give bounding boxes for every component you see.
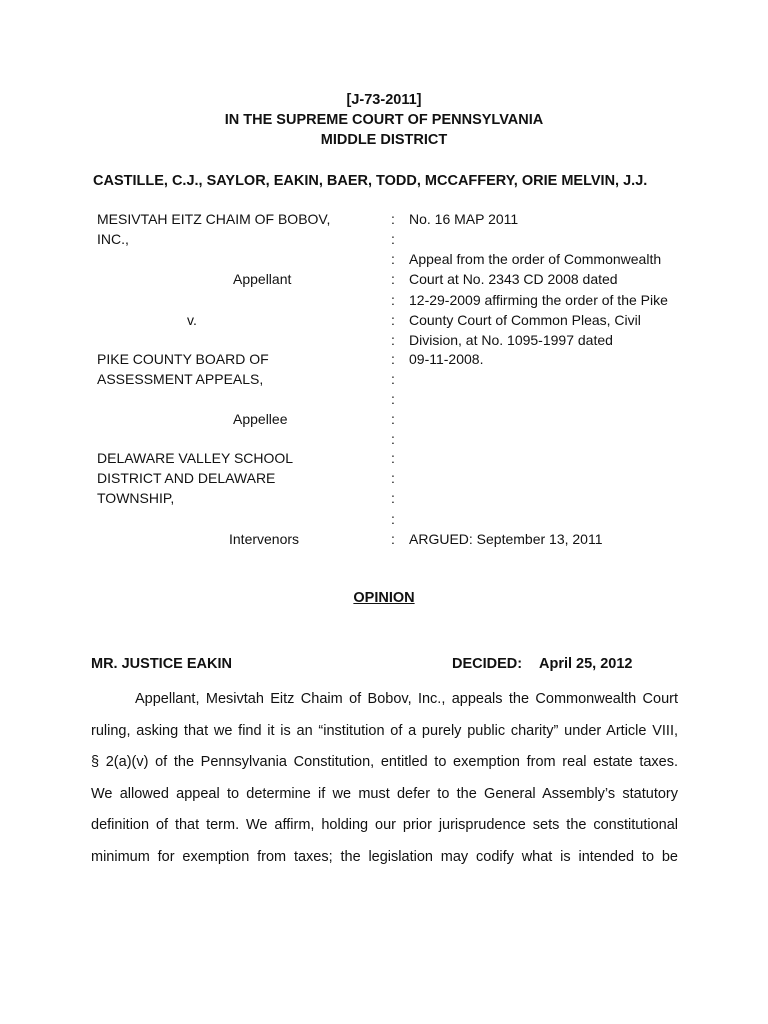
appeal-line: 12-29-2009 affirming the order of the Pike <box>409 292 668 308</box>
appeal-line: County Court of Common Pleas, Civil <box>409 312 641 328</box>
caption-colon: : <box>391 411 395 427</box>
caption-colon: : <box>391 531 395 547</box>
court-name: IN THE SUPREME COURT OF PENNSYLVANIA <box>224 112 544 128</box>
intervenor-name-line-2: DISTRICT AND DELAWARE <box>97 470 276 486</box>
appellee-name-line-2: ASSESSMENT APPEALS, <box>97 371 264 387</box>
paragraph-line: § 2(a)(v) of the Pennsylvania Constitution, entitled to exemption from real estate taxes. <box>91 754 678 771</box>
docket-number: [J-73-2011] <box>346 92 422 108</box>
district-name: MIDDLE DISTRICT <box>320 132 448 148</box>
appeal-line: 09-11-2008. <box>409 351 484 367</box>
intervenor-role: Intervenors <box>229 531 300 547</box>
caption-colon: : <box>391 231 395 247</box>
opinion-heading: OPINION <box>353 590 415 606</box>
opinion-paragraph <box>91 684 678 874</box>
caption-colon: : <box>391 211 395 227</box>
caption-colon: : <box>391 431 395 447</box>
appeal-line: Court at No. 2343 CD 2008 dated <box>409 271 618 287</box>
caption-colon: : <box>391 332 395 348</box>
caption-colon: : <box>391 490 395 506</box>
caption-colon: : <box>391 292 395 308</box>
opinion-author: MR. JUSTICE EAKIN <box>91 656 232 672</box>
appellee-role: Appellee <box>233 411 288 427</box>
appellant-role: Appellant <box>233 271 292 287</box>
case-number: No. 16 MAP 2011 <box>409 211 519 227</box>
caption-colon: : <box>391 351 395 367</box>
decided-label: DECIDED: <box>452 656 523 672</box>
caption-colon: : <box>391 271 395 287</box>
paragraph-line: minimum for exemption from taxes; the legislation may codify what is intended to be <box>91 848 678 865</box>
argued-date: ARGUED: September 13, 2011 <box>409 531 603 547</box>
intervenor-name-line-1: DELAWARE VALLEY SCHOOL <box>97 450 294 466</box>
decided-date: April 25, 2012 <box>539 656 633 672</box>
caption-colon: : <box>391 371 395 387</box>
paragraph-line: We allowed appeal to determine if we must defer to the General Assembly’s statutory <box>91 785 678 802</box>
intervenor-name-line-3: TOWNSHIP, <box>97 490 175 506</box>
appellee-name-line-1: PIKE COUNTY BOARD OF <box>97 351 269 367</box>
paragraph-line: Appellant, Mesivtah Eitz Chaim of Bobov, Inc., appeals the Commonwealth Court <box>135 691 678 707</box>
paragraph-line: definition of that term. We affirm, holding our prior jurisprudence sets the constitutional <box>91 817 678 834</box>
appellant-name-line-1: MESIVTAH EITZ CHAIM OF BOBOV, <box>97 211 331 227</box>
caption-colon: : <box>391 450 395 466</box>
caption-colon: : <box>391 511 395 527</box>
caption-colon: : <box>391 391 395 407</box>
paragraph-line: ruling, asking that we find it is an “institution of a purely public charity” under Article VIII, <box>91 722 678 739</box>
justices-line: CASTILLE, C.J., SAYLOR, EAKIN, BAER, TODD, MCCAFFERY, ORIE MELVIN, J.J. <box>93 173 648 189</box>
caption-colon: : <box>391 251 395 267</box>
versus: v. <box>187 312 197 328</box>
caption-colon: : <box>391 470 395 486</box>
appeal-line: Appeal from the order of Commonwealth <box>409 251 662 267</box>
appeal-line: Division, at No. 1095-1997 dated <box>409 332 613 348</box>
caption-colon: : <box>391 312 395 328</box>
appellant-name-line-2: INC., <box>97 231 129 247</box>
